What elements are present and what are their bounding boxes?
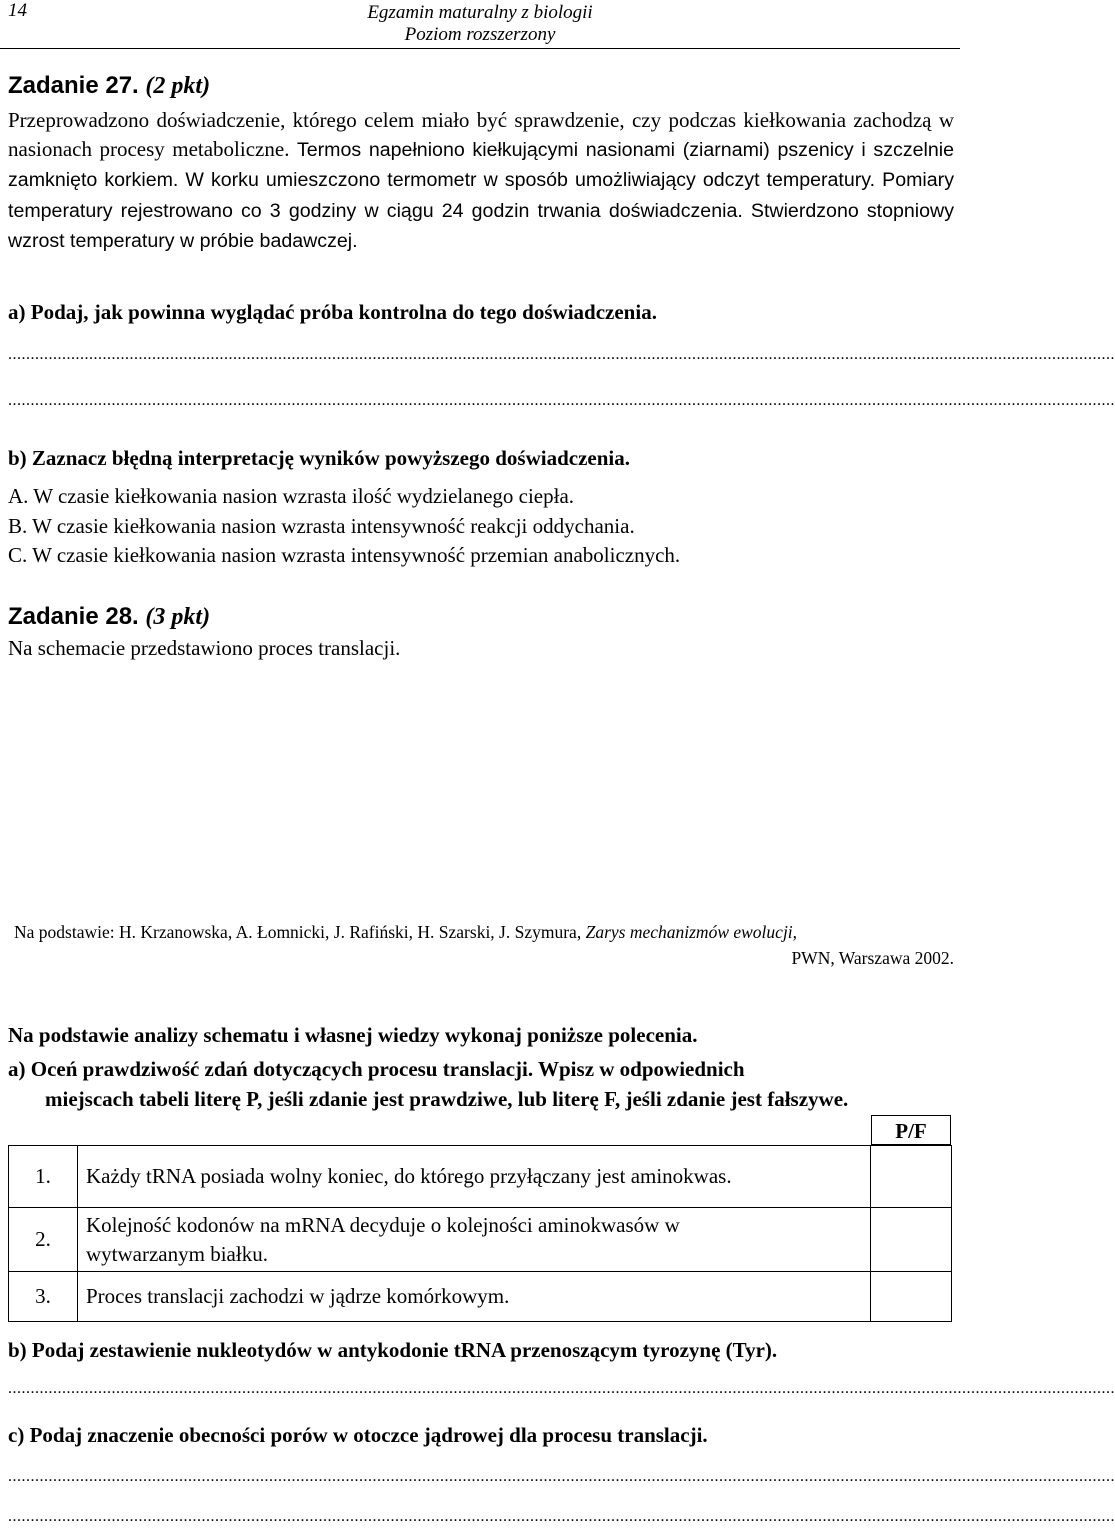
answer-cell[interactable] xyxy=(871,1272,952,1322)
source-comma: , xyxy=(792,922,798,942)
task-28-instruction: Na podstawie analizy schematu i własnej wiedzy wykonaj poniższe polecenia. xyxy=(8,1023,698,1047)
task-27-part-b: b) Zaznacz błędną interpretację wyników powyższego doświadczenia. xyxy=(8,446,630,470)
row-statement: Kolejność kodonów na mRNA decyduje o kolejności aminokwasów w wytwarzanym białku. xyxy=(78,1208,871,1272)
row-number: 3. xyxy=(9,1272,78,1322)
option-a[interactable]: A. W czasie kiełkowania nasion wzrasta ilość wydzielanego ciepła. xyxy=(8,484,575,508)
task-28-part-c: c) Podaj znaczenie obecności porów w otoczce jądrowej dla procesu translacji. xyxy=(8,1423,708,1447)
answer-line[interactable]: ...................................................................................................................................................................................................................................................... xyxy=(8,1508,1115,1525)
task-28-title xyxy=(8,603,210,631)
task-28-points: (3 pkt) xyxy=(145,604,211,630)
task-27-intro-serif: Przeprowadzono doświadczenie, którego celem miało być sprawdzenie, czy podczas kiełkowania zachodzą w nasionach procesy metaboliczne. xyxy=(8,108,954,162)
translation-diagram-area xyxy=(8,675,954,910)
source-publisher: PWN, Warszawa 2002. xyxy=(791,948,954,968)
task-28-label: Zadanie 28. xyxy=(8,603,139,630)
task-27-intro xyxy=(8,106,954,256)
source-authors: Na podstawie: H. Krzanowska, A. Łomnicki, J. Rafiński, H. Szarski, J. Szymura, xyxy=(14,922,586,942)
table-row xyxy=(9,1272,952,1322)
answer-line[interactable]: ...................................................................................................................................................................................................................................................... xyxy=(8,1380,1115,1397)
answer-line[interactable]: ...................................................................................................................................................................................................................................................... xyxy=(8,392,1115,409)
table-row xyxy=(9,1208,952,1272)
page-number: 14 xyxy=(8,0,27,21)
answer-cell[interactable] xyxy=(871,1146,952,1208)
task-28-part-a-text1: a) Oceń prawdziwość zdań dotyczących procesu translacji. Wpisz w odpowiednich xyxy=(8,1057,745,1081)
source-citation xyxy=(14,919,954,971)
task-27-part-a: a) Podaj, jak powinna wyglądać próba kontrolna do tego doświadczenia. xyxy=(8,300,657,324)
answer-line[interactable]: ...................................................................................................................................................................................................................................................... xyxy=(8,1468,1115,1485)
task-27-title xyxy=(8,72,210,100)
pf-column-header: P/F xyxy=(871,1115,951,1145)
task-28-intro: Na schemacie przedstawiono proces translacji. xyxy=(8,636,401,660)
source-book-title: Zarys mechanizmów ewolucji xyxy=(585,922,793,942)
task-28-part-a-line1 xyxy=(8,1057,954,1082)
table-row xyxy=(9,1146,952,1208)
answer-cell[interactable] xyxy=(871,1208,952,1272)
true-false-table xyxy=(8,1145,952,1322)
row-statement: Proces translacji zachodzi w jądrze komórkowym. xyxy=(78,1272,871,1322)
task-27-label: Zadanie 27. xyxy=(8,72,139,99)
task-27-intro-sans: Termos napełniono kiełkującymi nasionami (ziarnami) pszenicy i szczelnie zamknięto korkiem. W korku umieszczono termometr w sposób umożliwiający odczyt temperatury. Pomiary temperatury rejestrowano co 3 godziny w ciągu 24 godzin trwania doświadczenia. Stwierdzono stopniowy wzrost temperatury w próbie badawczej. xyxy=(8,139,955,252)
task-28-part-a-line2: miejscach tabeli literę P, jeśli zdanie jest prawdziwe, lub literę F, jeśli zdanie jest fałszywe. xyxy=(45,1087,849,1111)
row-statement: Każdy tRNA posiada wolny koniec, do którego przyłączany jest aminokwas. xyxy=(78,1146,871,1208)
exam-title: Egzamin maturalny z biologii xyxy=(367,2,593,23)
option-c[interactable]: C. W czasie kiełkowania nasion wzrasta intensywność przemian anabolicznych. xyxy=(8,543,681,567)
task-27-points: (2 pkt) xyxy=(145,73,211,99)
answer-line[interactable]: ...................................................................................................................................................................................................................................................... xyxy=(8,346,1115,363)
exam-level: Poziom rozszerzony xyxy=(404,24,556,45)
task-28-part-b: b) Podaj zestawienie nukleotydów w antykodonie tRNA przenoszącym tyrozynę (Tyr). xyxy=(8,1338,778,1362)
header-divider xyxy=(0,48,960,49)
option-b[interactable]: B. W czasie kiełkowania nasion wzrasta intensywność reakcji oddychania. xyxy=(8,514,635,538)
row-number: 1. xyxy=(9,1146,78,1208)
row-number: 2. xyxy=(9,1208,78,1272)
